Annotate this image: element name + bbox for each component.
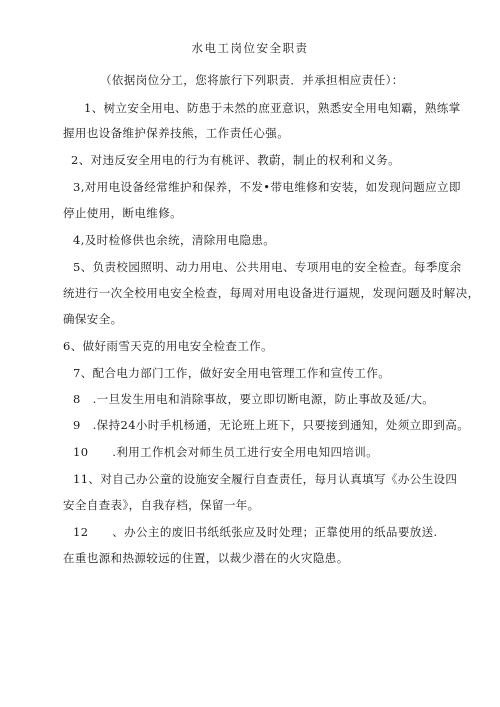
intro-line: （依据岗位分工，您将旅行下列职责．并承担相应责任）： xyxy=(100,73,404,87)
duty-2-line-1: 2、对违反安全用电的行为有桃评、教蔚，制止的权利和义务。 xyxy=(71,153,401,167)
duty-5-line-3: 确保安全。 xyxy=(63,312,123,326)
duty-10-line-1: 10 .利用工作机会对师生员工进行安全用电知四培训。 xyxy=(73,445,379,459)
duty-8-line-1: 8 .一旦发生用电和消除事故，要立即切断电源，防止事故及延/大。 xyxy=(73,392,435,406)
duty-5-line-1: 5、负责校园照明、动力用电、公共用电、专项用电的安全检查。每季度余 xyxy=(73,260,462,274)
duty-6-line-1: 6、做好雨雪天克的用电安全检查工作。 xyxy=(63,339,274,353)
duty-1-line-2: 握用也设备维护保养技熊，工作责任心强。 xyxy=(63,126,290,140)
duty-12-line-2: 在重也源和热源较远的住置，以裁少潜在的火灾隐患。 xyxy=(63,551,349,565)
duty-5-line-2: 统进行一次全校用电安全检查，每周对用电设备进行逼规，发现问题及时解决， xyxy=(63,286,480,300)
duty-4-line-1: 4,及时检修供也余统，清除用电隐患。 xyxy=(73,233,276,247)
duty-9-line-1: 9 .保持24小时手机杨通，无论班上班下，只要接到通知，处须立即到高。 xyxy=(73,418,470,432)
duty-11-line-2: 安全自查表》，自我存档，保留一年。 xyxy=(63,498,260,512)
duty-1-line-1: 1、树立安全用电、防患于未然的庶亚意识，熟悉安全用电知霸，熟练掌 xyxy=(84,101,461,115)
duty-12-line-1: 12 、办公主的废旧书纸纸张应及时处理；正靠使用的纸品要放送. xyxy=(73,525,438,539)
duty-11-line-1: 11、对自己办公童的设施安全履行自查责任，每月认真填写《办公生设四 xyxy=(73,472,458,486)
duty-7-line-1: 7、配合电力部门工作，做好安全用电管理工作和宣传工作。 xyxy=(73,366,391,380)
duty-3-line-1: 3,对用电设备经常维护和保养，不发•带电维修和安装，如发现问题应立即 xyxy=(73,180,461,194)
page-title: 水电工岗位安全职责 xyxy=(191,41,309,55)
duty-3-line-2: 停止使用，断电维修。 xyxy=(63,206,182,220)
